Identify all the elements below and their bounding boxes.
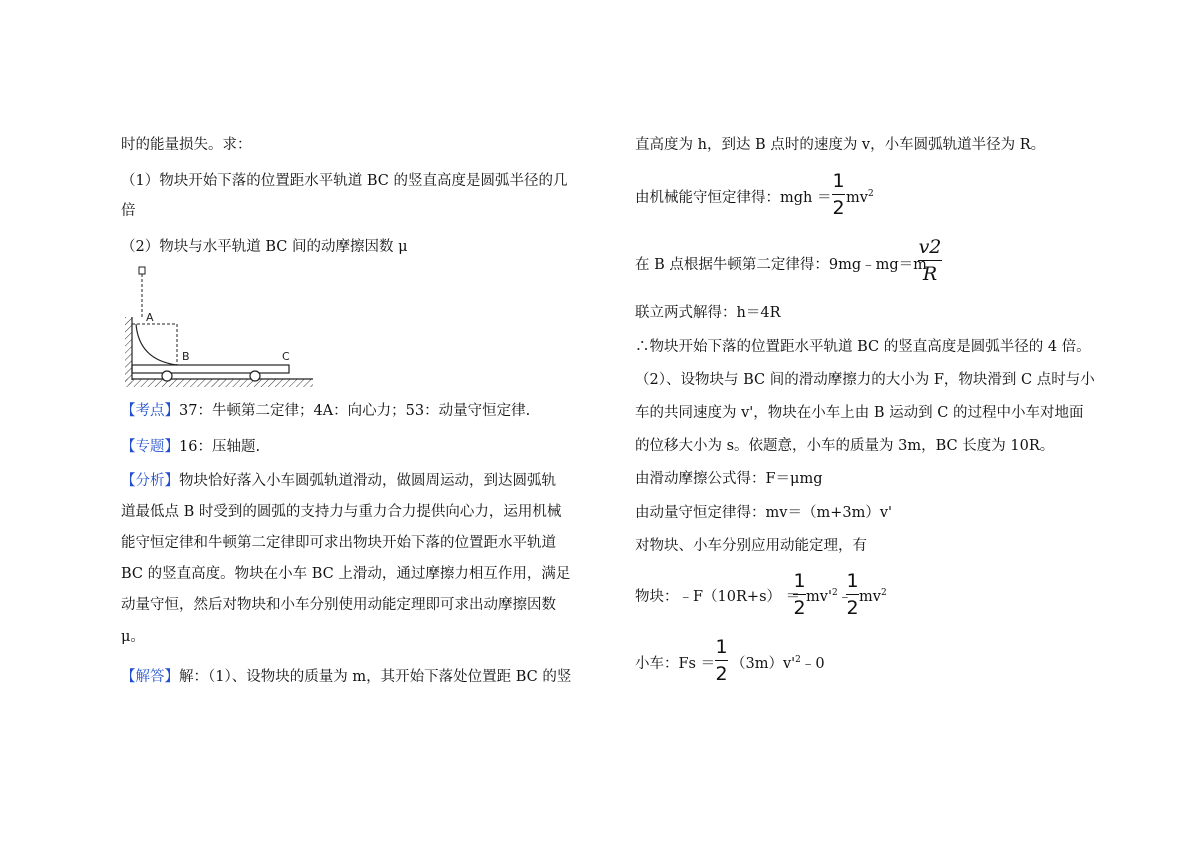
equation-cart: 小车：Fs ＝ [635,656,716,672]
text-line: 时的能量损失。求： [121,137,252,153]
equation-tail: $(3m)v'^2﹣0$ [731,655,825,672]
fenxi-text: 物块恰好落入小车圆弧轨道滑动，做圆周运动，到达圆弧轨 [179,473,556,489]
question-2: （2）物块与水平轨道 BC 间的动摩擦因数 μ [121,239,408,255]
jieda-line [121,667,571,687]
text-line: 道最低点 B 时受到的圆弧的支持力与重力合力提供向心力，运用机械 [121,504,562,520]
equation-energy: 由机械能守恒定律得：mgh ＝ [635,190,832,206]
text-line: 车的共同速度为 v'，物块在小车上由 B 运动到 C 的过程中小车对地面 [635,405,1084,421]
zhuanti-line [121,437,260,457]
jieda-tag: 【解答】 [121,669,179,685]
fraction: 1 2 [846,570,859,619]
fraction: v2 R [918,236,942,285]
question-1: （1）物块开始下落的位置距水平轨道 BC 的竖直高度是圆弧半径的几 [121,173,568,189]
zhuanti-tag: 【专题】 [121,439,179,455]
text-line: 的位移大小为 s。依题意，小车的质量为 3m，BC 长度为 10R。 [635,438,1055,454]
text-line: BC 的竖直高度。物块在小车 BC 上滑动，通过摩擦力相互作用，满足 [121,566,571,582]
equation-mid: $mv'^2﹣$ [806,588,853,605]
text-line: μ。 [121,629,145,645]
wall-hatching [125,317,132,385]
label-a: A [146,311,154,324]
fenxi-line [121,471,556,491]
cart-body [132,365,289,373]
text-line: 直高度为 h，到达 B 点时的速度为 v，小车圆弧轨道半径为 R。 [635,137,1046,153]
physics-figure [124,262,316,390]
kaodian-line [121,401,530,421]
fenxi-tag: 【分析】 [121,473,179,489]
text-line: 能守恒定律和牛顿第二定律即可求出物块开始下落的位置距水平轨道 [121,535,556,551]
text-line: 对物块、小车分别应用动能定理，有 [635,538,867,554]
equation-tail: $mv^2$ [846,189,874,206]
fraction: 1 2 [715,636,728,685]
jieda-text: 解：（1）、设物块的质量为 m，其开始下落处位置距 BC 的竖 [179,669,572,685]
kaodian-text: 37：牛顿第二定律；4A：向心力；53：动量守恒定律. [179,403,531,419]
arc-track [136,324,177,365]
equation-block: 物块：﹣F（10R+s） ＝ [635,589,801,605]
text-line: 动量守恒，然后对物块和小车分别使用动能定理即可求出动摩擦因数 [121,597,556,613]
zhuanti-text: 16：压轴题. [179,439,261,455]
fraction: 1 2 [832,170,845,219]
fraction: 1 2 [793,570,806,619]
text-line: 由滑动摩擦公式得：F＝μmg [635,471,823,487]
conclusion-line: ∴物块开始下落的位置距水平轨道 BC 的竖直高度是圆弧半径的 4 倍。 [635,339,1091,355]
cart-wheel [250,371,260,381]
cart-wheel [162,371,172,381]
kaodian-tag: 【考点】 [121,403,179,419]
equation-newton: 在 B 点根据牛顿第二定律得：9mg﹣mg＝m [635,257,927,273]
equation-tail: $mv^2$ [859,588,887,605]
label-b: B [182,350,190,363]
text-line: 倍 [121,203,136,219]
text-line: （2）、设物块与 BC 间的滑动摩擦力的大小为 F，物块滑到 C 点时与小 [635,372,1095,388]
ground-hatching [125,379,313,387]
text-line: 联立两式解得：h＝4R [635,305,781,321]
text-line: 由动量守恒定律得：mv＝（m+3m）v' [635,505,892,521]
start-point-marker [139,267,145,274]
label-c: C [282,350,290,363]
